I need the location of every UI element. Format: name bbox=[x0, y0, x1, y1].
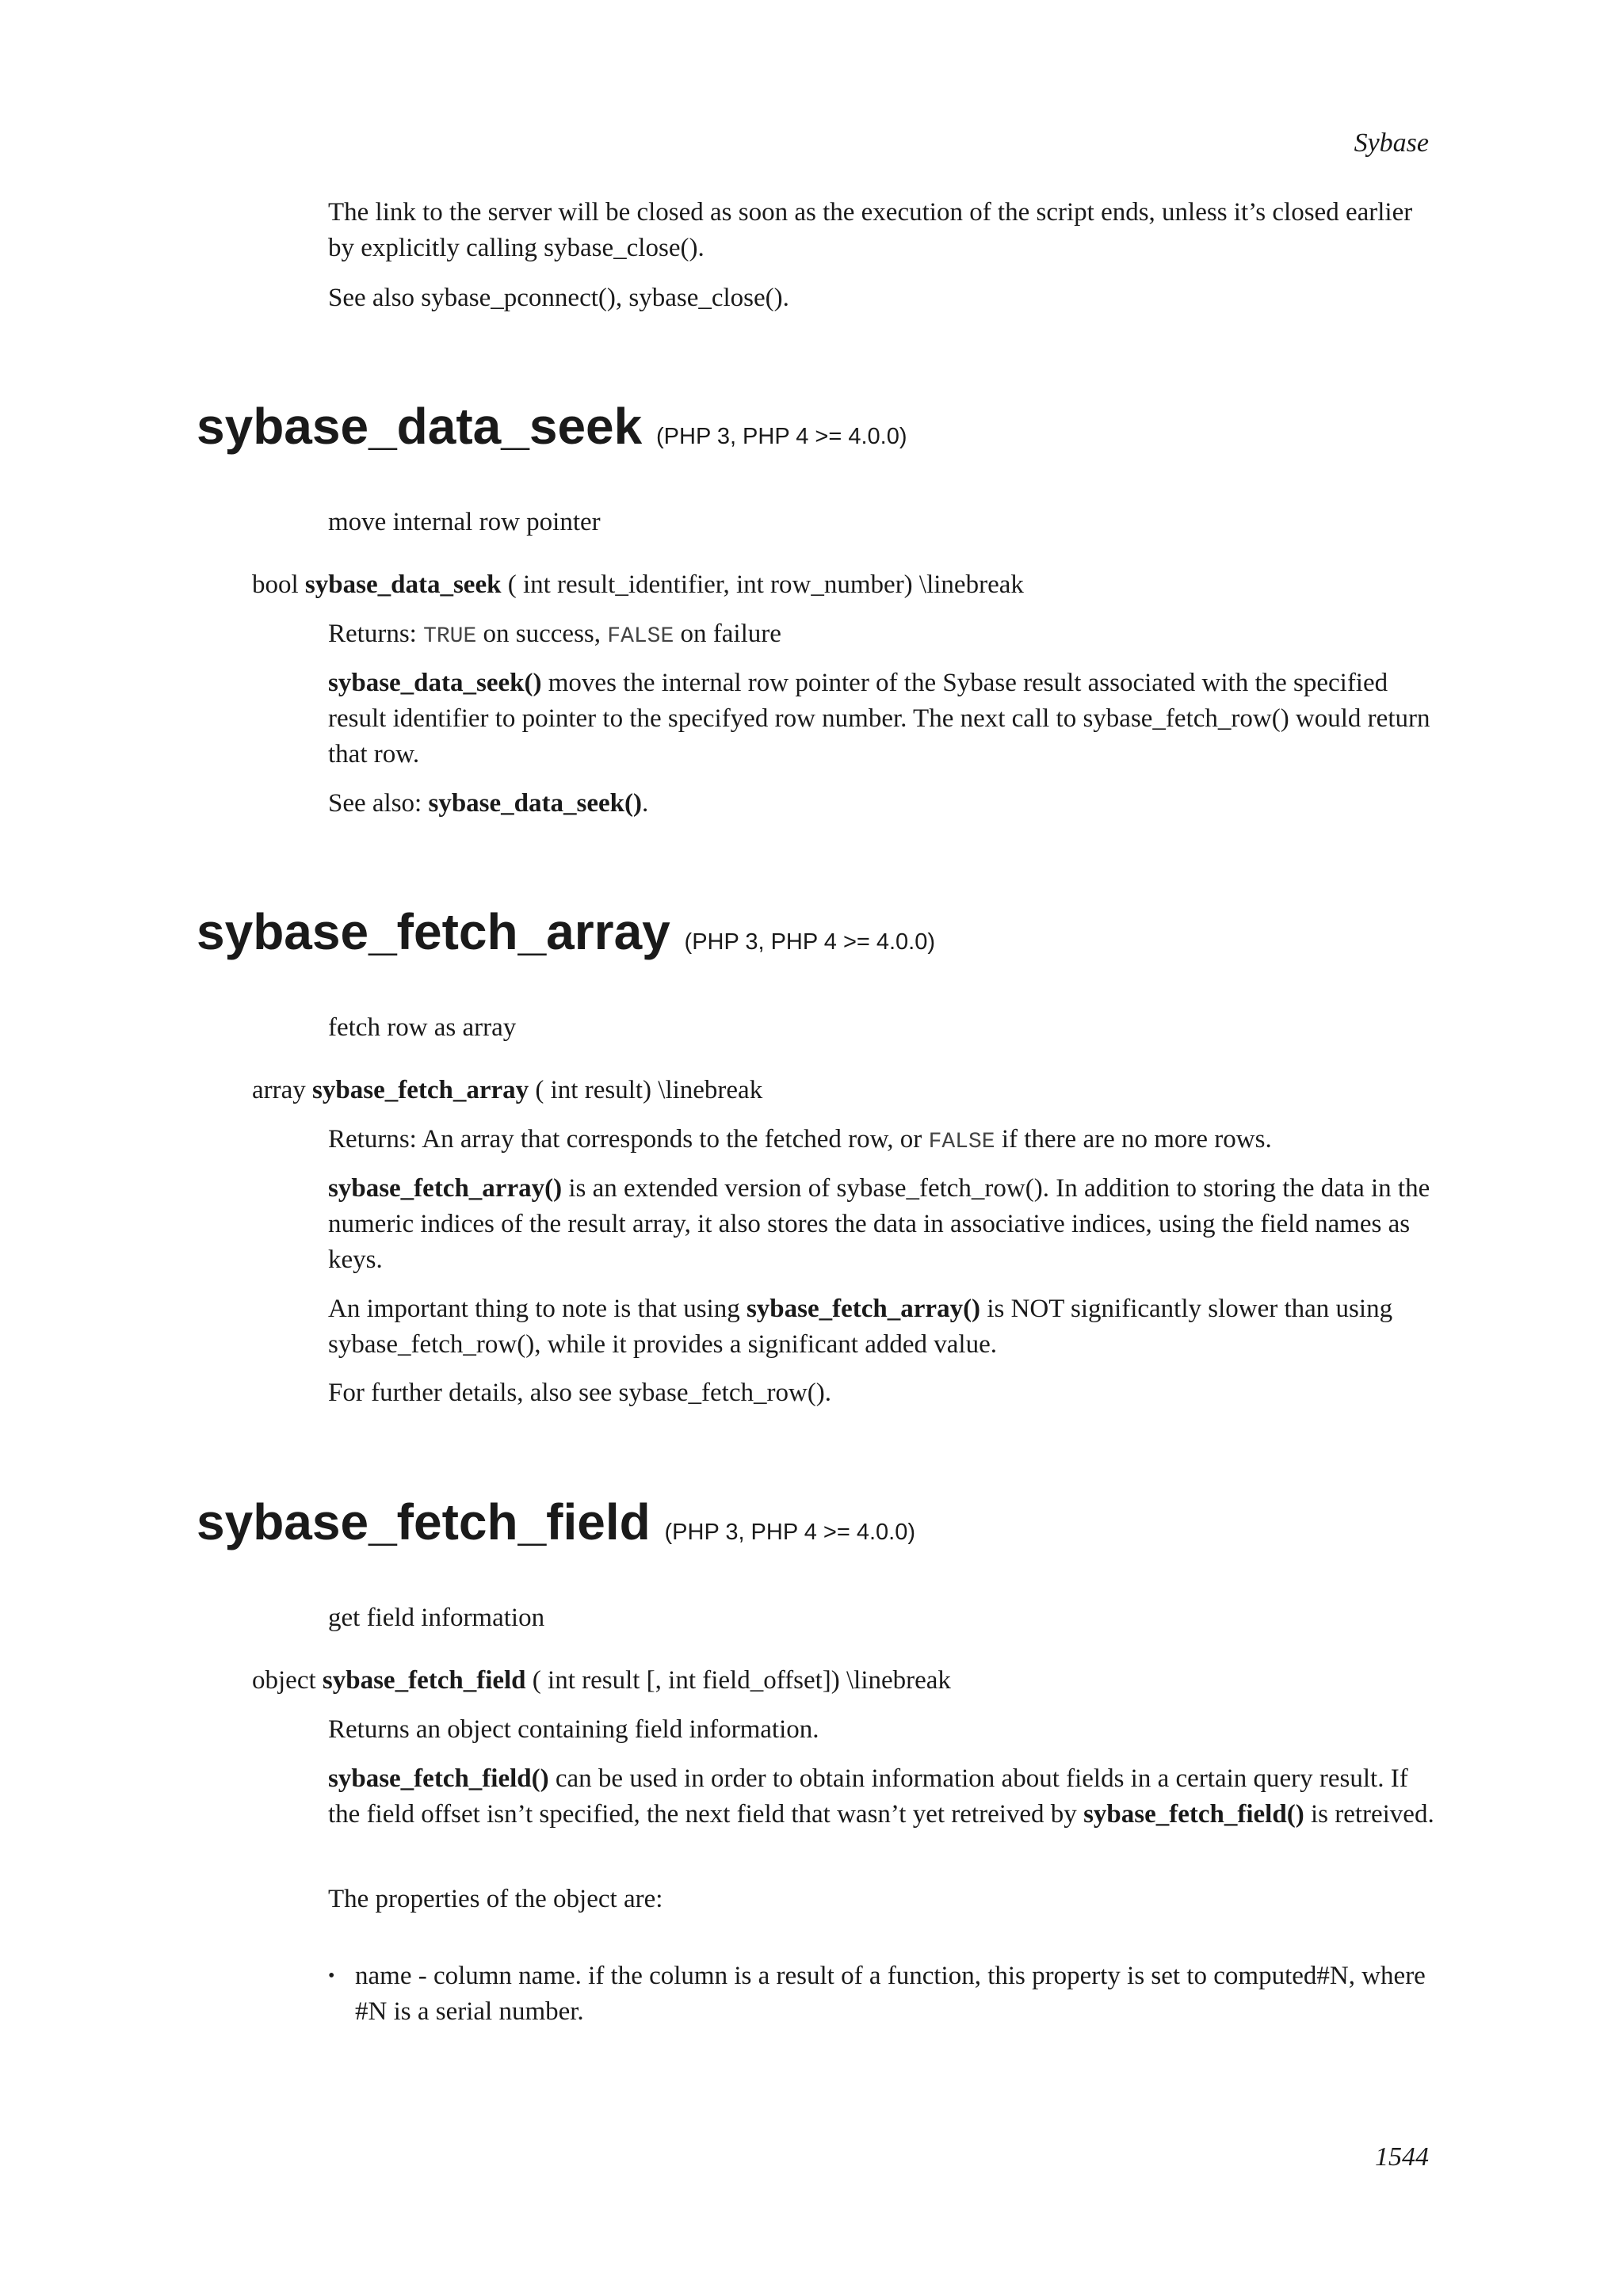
signature-name: sybase_fetch_array bbox=[312, 1076, 529, 1104]
intro-paragraph: The link to the server will be closed as soon as the execution of the script ends, unless it’s closed earlier by explicitly calling sybase_close(). bbox=[328, 198, 1413, 262]
note-prefix: An important thing to note is that using bbox=[328, 1295, 740, 1323]
see-also-line bbox=[328, 786, 1438, 822]
description-function-name: sybase_fetch_field() bbox=[328, 1764, 549, 1793]
description-function-name-2: sybase_fetch_field() bbox=[1083, 1800, 1304, 1829]
returns-suffix: on failure bbox=[680, 620, 781, 648]
page-number: 1544 bbox=[1375, 2142, 1429, 2172]
signature-name: sybase_fetch_field bbox=[322, 1666, 526, 1695]
function-description bbox=[328, 1761, 1438, 1833]
running-head: Sybase bbox=[1354, 128, 1429, 158]
signature-name: sybase_data_seek bbox=[304, 570, 502, 599]
function-signature bbox=[252, 567, 1441, 603]
returns-line bbox=[328, 1122, 1438, 1160]
description-text-2: is retreived. bbox=[1310, 1800, 1434, 1829]
function-signature bbox=[252, 1663, 1441, 1699]
signature-params: ( int result) \linebreak bbox=[535, 1076, 763, 1104]
section-heading-fetch-array bbox=[197, 900, 935, 974]
return-type: array bbox=[252, 1076, 306, 1104]
intro-see-also: See also sybase_pconnect(), sybase_close(). bbox=[328, 284, 789, 312]
bullet-marker: • bbox=[328, 1966, 335, 1986]
returns-prefix: Returns: bbox=[328, 620, 417, 648]
version-info: (PHP 3, PHP 4 >= 4.0.0) bbox=[656, 424, 907, 449]
false-constant: FALSE bbox=[607, 624, 674, 649]
performance-note bbox=[328, 1291, 1438, 1363]
further-details: For further details, also see sybase_fetch_row(). bbox=[328, 1379, 832, 1407]
list-item-text: name - column name. if the column is a result of a function, this property is set to computed#N, where #N is a serial number. bbox=[355, 1962, 1426, 2026]
return-type: object bbox=[252, 1666, 316, 1695]
function-title: sybase_data_seek bbox=[197, 398, 643, 455]
see-also-prefix: See also: bbox=[328, 789, 422, 818]
returns-prefix: Returns: An array that corresponds to the fetched row, or bbox=[328, 1125, 922, 1154]
true-constant: TRUE bbox=[423, 624, 477, 649]
note-suffix: is NOT significantly slower than using sybase_fetch_row(), while it provides a significant added value. bbox=[328, 1295, 1393, 1359]
section-heading-fetch-field bbox=[197, 1490, 915, 1564]
function-title: sybase_fetch_field bbox=[197, 1493, 651, 1550]
returns-line: Returns an object containing field information. bbox=[328, 1715, 819, 1744]
version-info: (PHP 3, PHP 4 >= 4.0.0) bbox=[684, 929, 936, 955]
see-also-suffix: . bbox=[641, 789, 649, 818]
description-text: moves the internal row pointer of the Sybase result associated with the specified result identifier to pointer to the specifyed row number. The next call to sybase_fetch_row() would return that row. bbox=[328, 669, 1430, 769]
see-also-link: sybase_data_seek() bbox=[428, 789, 642, 818]
returns-suffix: if there are no more rows. bbox=[1001, 1125, 1272, 1154]
returns-line bbox=[328, 616, 1438, 654]
function-purpose: fetch row as array bbox=[328, 1013, 517, 1042]
version-info: (PHP 3, PHP 4 >= 4.0.0) bbox=[664, 1520, 915, 1545]
list-item bbox=[328, 1958, 1438, 2030]
return-type: bool bbox=[252, 570, 299, 599]
function-purpose: get field information bbox=[328, 1604, 545, 1632]
note-function-name: sybase_fetch_array() bbox=[746, 1295, 981, 1323]
description-function-name: sybase_data_seek() bbox=[328, 669, 542, 697]
function-signature bbox=[252, 1073, 1441, 1108]
description-function-name: sybase_fetch_array() bbox=[328, 1174, 563, 1203]
returns-middle: on success, bbox=[483, 620, 601, 648]
signature-params: ( int result [, int field_offset]) \linebreak bbox=[532, 1666, 951, 1695]
properties-intro: The properties of the object are: bbox=[328, 1885, 663, 1913]
signature-params: ( int result_identifier, int row_number) \linebreak bbox=[507, 570, 1024, 599]
section-heading-data-seek bbox=[197, 395, 907, 468]
function-description bbox=[328, 1171, 1438, 1278]
false-constant: FALSE bbox=[928, 1130, 995, 1154]
function-title: sybase_fetch_array bbox=[197, 903, 670, 960]
function-description bbox=[328, 666, 1438, 772]
description-text: can be used in order to obtain information about fields in a certain query result. If the field offset isn’t specified, the next field that wasn’t yet retreived by bbox=[328, 1764, 1408, 1829]
description-text: is an extended version of sybase_fetch_row(). In addition to storing the data in the numeric indices of the result array, it also stores the data in associative indices, using the field names as keys. bbox=[328, 1174, 1430, 1274]
function-purpose: move internal row pointer bbox=[328, 508, 601, 536]
